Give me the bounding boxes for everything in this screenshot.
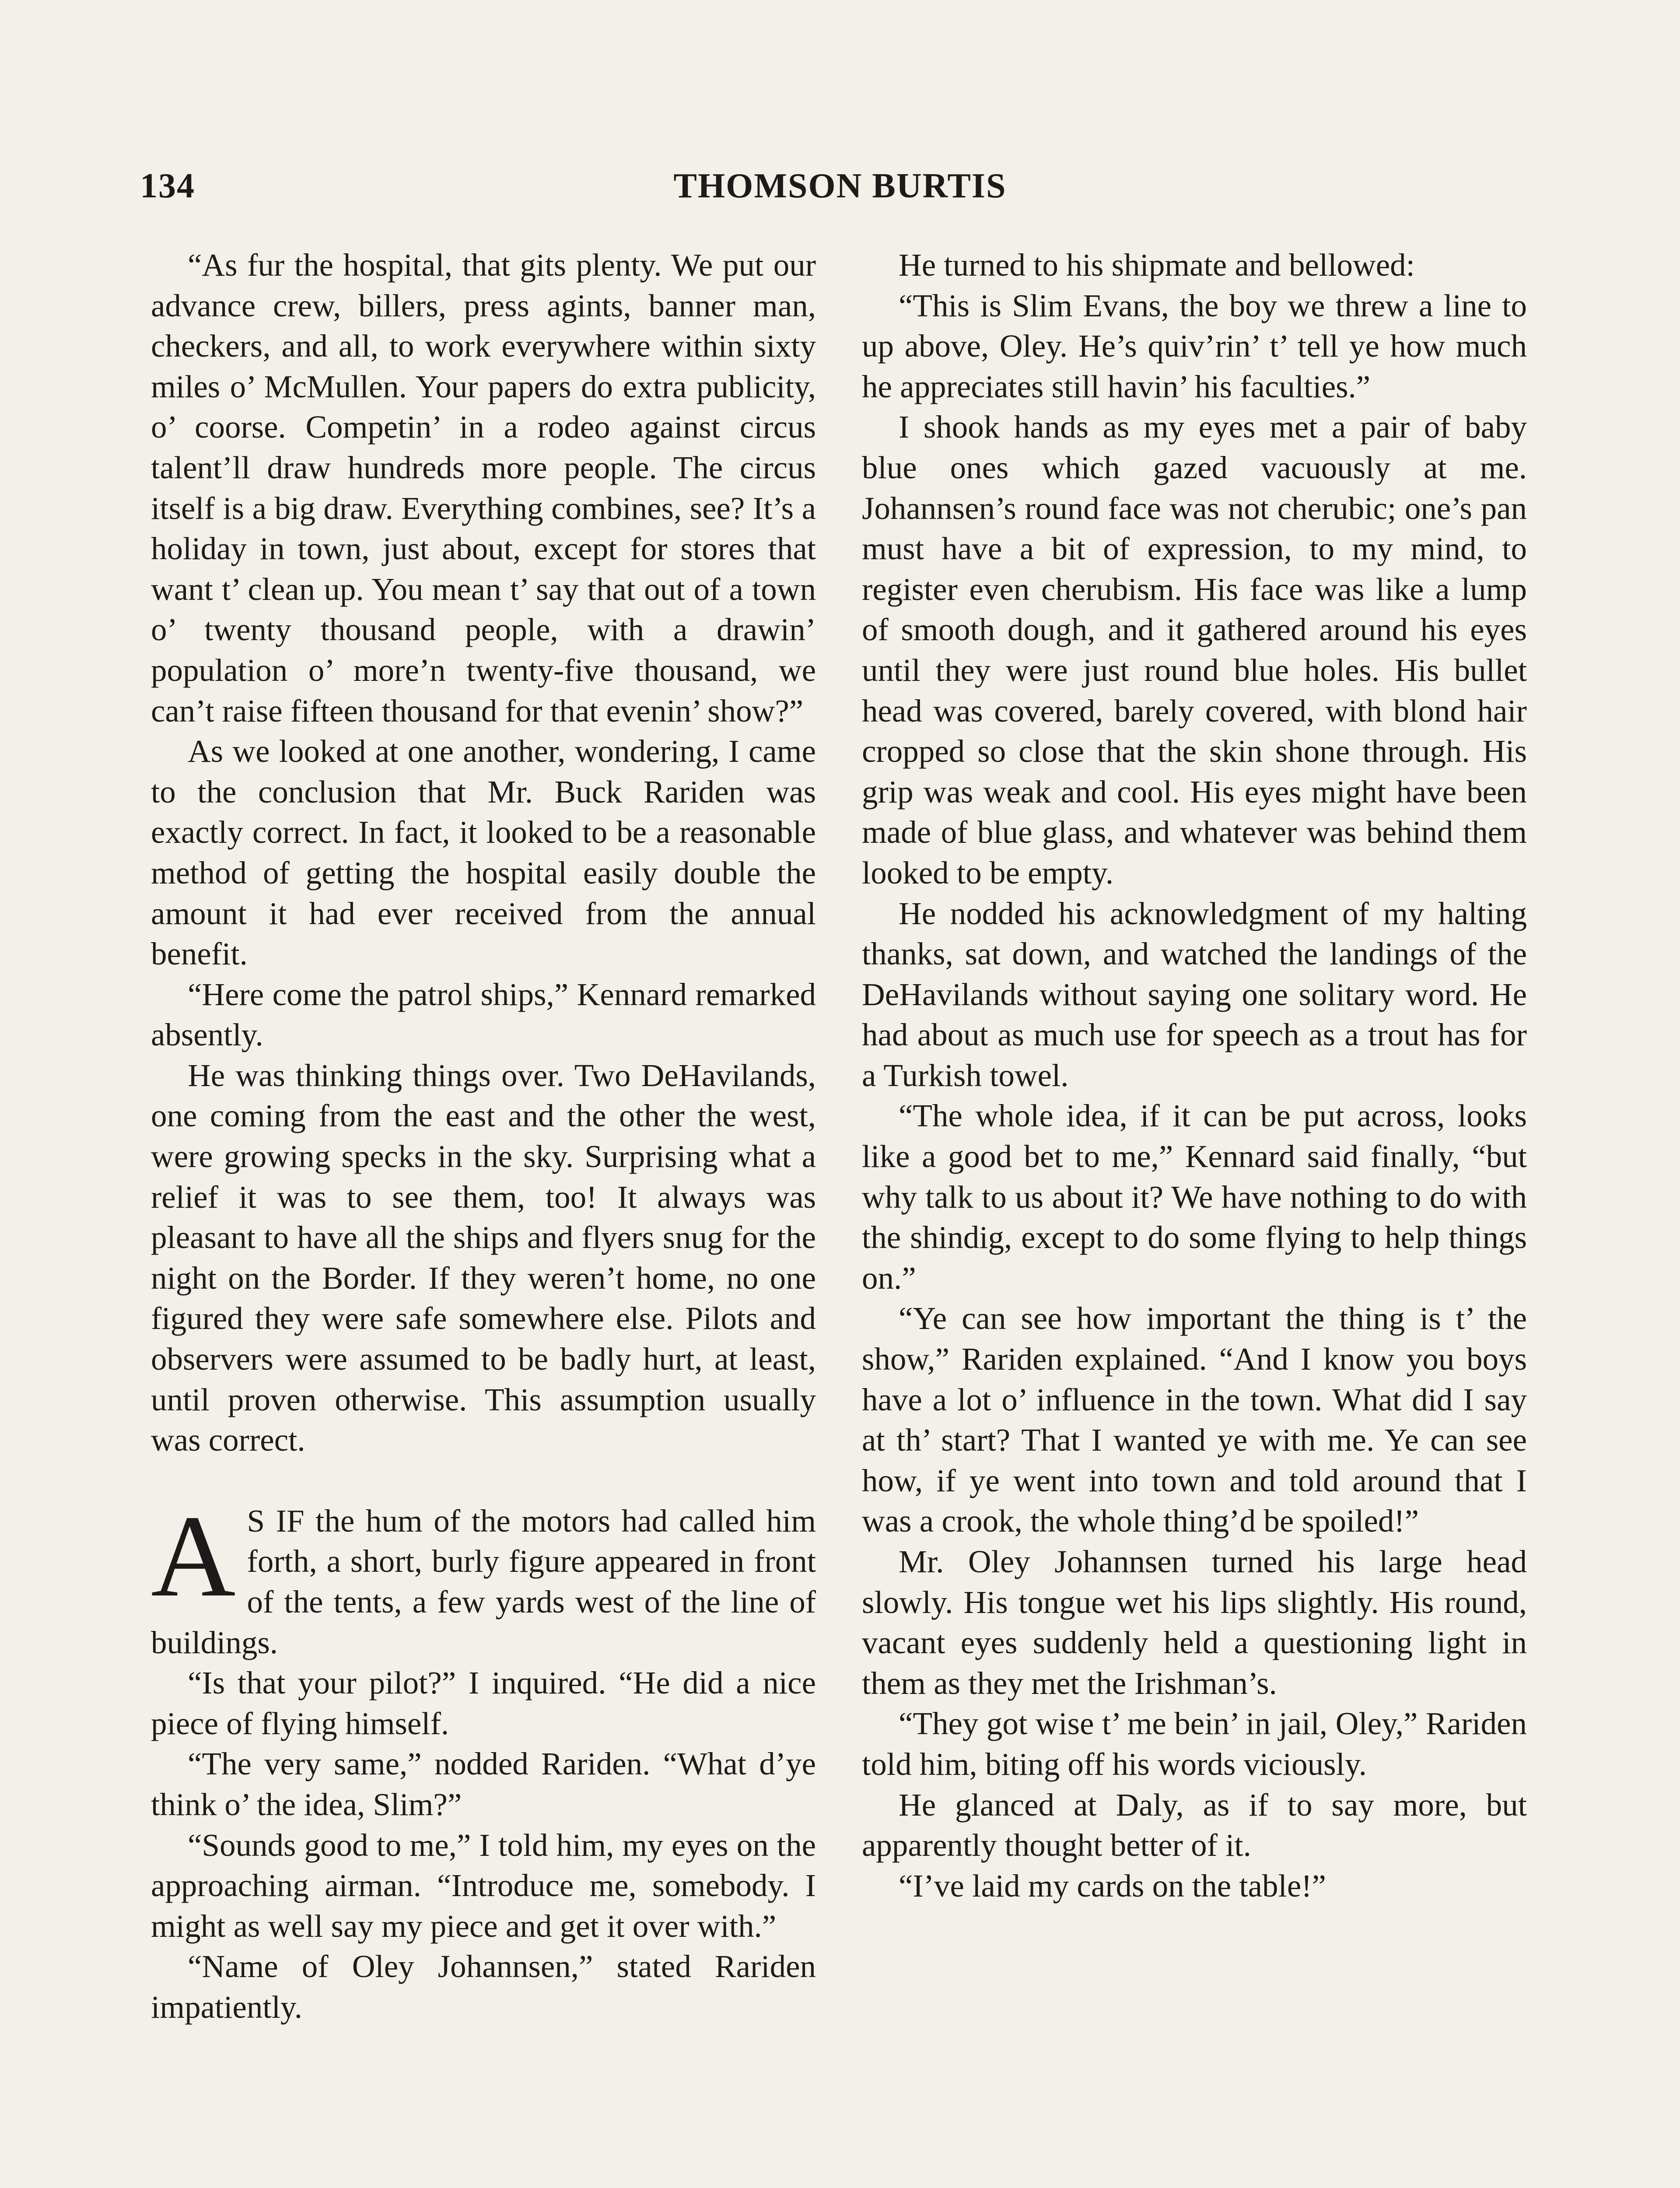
paragraph: “Name of Oley Johannsen,” stated Rariden impatiently. xyxy=(151,1949,816,2025)
page-number: 134 xyxy=(140,167,195,205)
paragraph: “As fur the hospital, that gits plenty. We put our advance crew, billers, press agints, banner man, checkers, and all, to work everywhere within sixty miles o’ McMullen. Your papers do extra publicity, o’ coorse. Competin’ in a rodeo against circus talent’ll draw hundreds more people. The circus itself is a big draw. Everything combines, see? It’s a holiday in town, just about, except for stores that want t’ clean up. You mean t’ say that out of a town o’ twenty thousand people, with a drawin’ population o’ more’n twenty-five thousand, we can’t raise fifteen thousand for that evenin’ show?” xyxy=(151,247,816,729)
paragraph: “Is that your pilot?” I inquired. “He did a nice piece of flying himself. xyxy=(151,1665,816,1741)
paragraph: “I’ve laid my cards on the table!” xyxy=(899,1868,1326,1904)
paragraph: “Here come the patrol ships,” Kennard remarked absently. xyxy=(151,976,816,1053)
lead-in-caps: S IF xyxy=(247,1503,304,1539)
paragraph: He glanced at Daly, as if to say more, but apparently thought better of it. xyxy=(862,1787,1527,1863)
left-column xyxy=(151,245,816,2028)
paragraph: Mr. Oley Johannsen turned his large head slowly. His tongue wet his lips slightly. His round, vacant eyes suddenly held a questioning light in them as they met the Irishman’s. xyxy=(862,1544,1527,1701)
paragraph: “The whole idea, if it can be put across, looks like a good bet to me,” Kennard said finally, “but why talk to us about it? We have nothing to do with the shindig, except to do some flying to help things on.” xyxy=(862,1098,1527,1296)
paragraph: As we looked at one another, wondering, I came to the conclusion that Mr. Buck Rariden was exactly correct. In fact, it looked to be a reasonable method of getting the hospital easily double the amount it had ever received from the annual benefit. xyxy=(151,733,816,972)
drop-cap: A xyxy=(151,1490,236,1621)
section-start-paragraph xyxy=(151,1490,816,1663)
paragraph: “This is Slim Evans, the boy we threw a line to up above, Oley. He’s quiv’rin’ t’ tell ye how much he appreciates still havin’ his faculties.” xyxy=(862,288,1527,404)
paragraph: “Sounds good to me,” I told him, my eyes on the approaching airman. “Introduce me, somebody. I might as well say my piece and get it over with.” xyxy=(151,1827,816,1944)
paragraph: “Ye can see how important the thing is t’ the show,” Rariden explained. “And I know you boys have a lot o’ influence in the town. What did I say at th’ start? That I wanted ye with me. Ye can see how, if ye went into town and told around that I was a crook, the whole thing’d be spoiled!” xyxy=(862,1301,1527,1539)
running-head: THOMSON BURTIS xyxy=(673,167,1007,205)
paragraph: He turned to his shipmate and bellowed: xyxy=(899,247,1415,283)
paragraph: He nodded his acknowledgment of my halting thanks, sat down, and watched the landings of the DeHavilands without saying one solitary word. He had about as much use for speech as a trout has for a Turkish towel. xyxy=(862,895,1527,1093)
paragraph: “The very same,” nodded Rariden. “What d’ye think o’ the idea, Slim?” xyxy=(151,1746,816,1822)
paragraph: I shook hands as my eyes met a pair of baby blue ones which gazed vacuously at me. Johannsen’s round face was not cherubic; one’s pan must have a bit of expression, to my mind, to register even cherubism. His face was like a lump of smooth dough, and it gathered around his eyes until they were just round blue holes. His bullet head was covered, barely covered, with blond hair cropped so close that the skin shone through. His grip was weak and cool. His eyes might have been made of blue glass, and whatever was behind them looked to be empty. xyxy=(862,409,1527,891)
paragraph: “They got wise t’ me bein’ in jail, Oley,” Rariden told him, biting off his words viciously. xyxy=(862,1706,1527,1782)
paragraph-text: the hum of the motors had called him forth, a short, burly figure appeared in front of the tents, a few yards west of the line of buildings. xyxy=(151,1503,816,1660)
page-header xyxy=(140,166,1540,214)
right-column xyxy=(862,245,1527,1906)
paragraph: He was thinking things over. Two DeHavilands, one coming from the east and the other the west, were growing specks in the sky. Surprising what a relief it was to see them, too! It always was pleasant to have all the ships and flyers snug for the night on the Border. If they weren’t home, no one figured they were safe somewhere else. Pilots and observers were assumed to be badly hurt, at least, until proven otherwise. This assumption usually was correct. xyxy=(151,1057,816,1458)
